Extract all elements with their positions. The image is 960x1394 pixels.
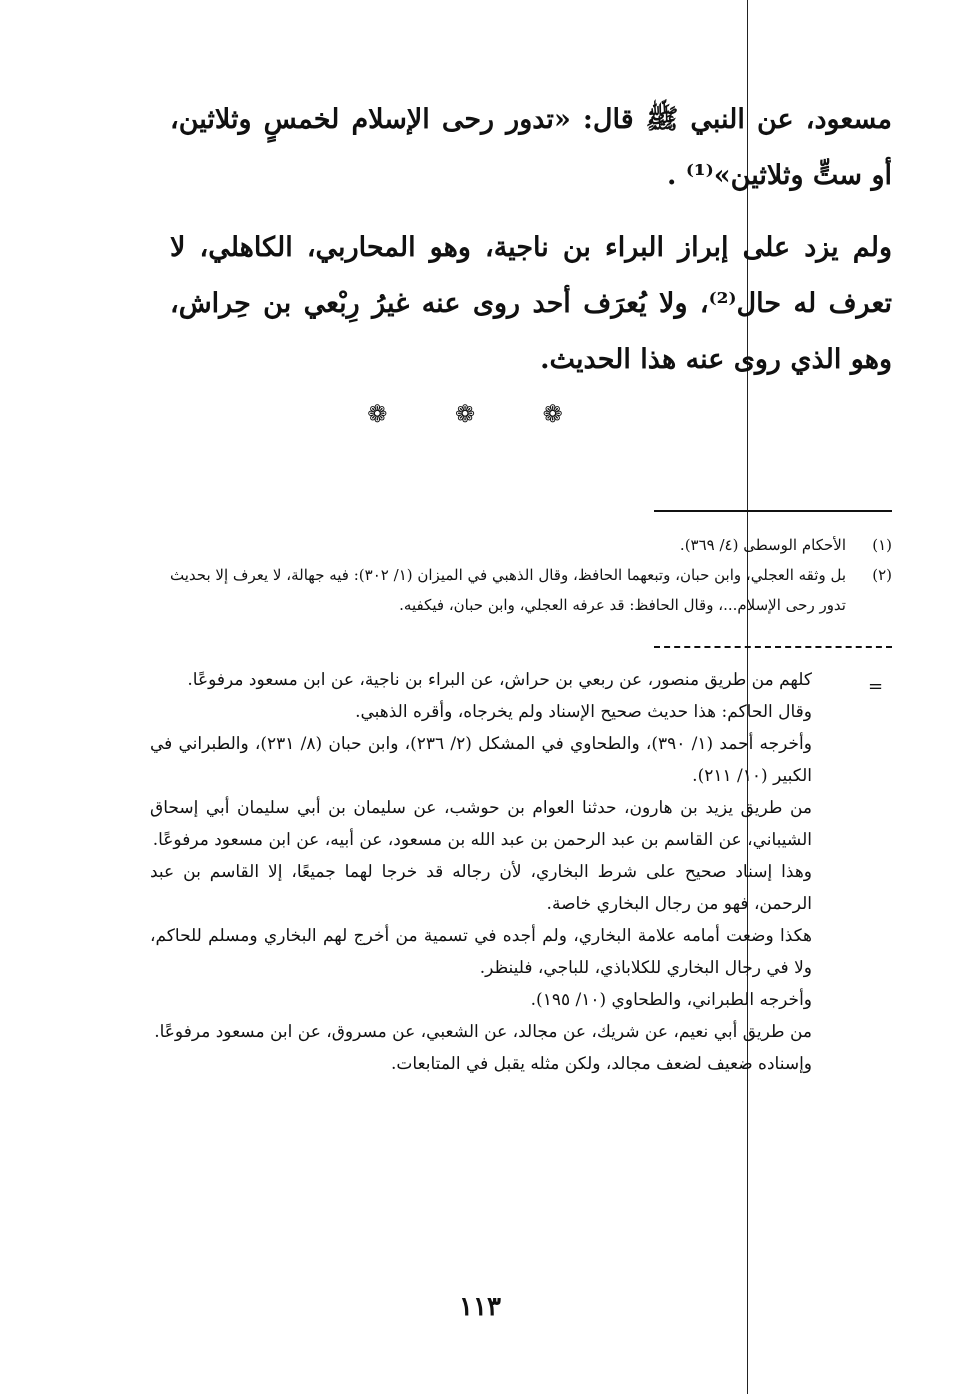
section-separator: ❁ ❁ ❁ xyxy=(367,400,593,428)
main-paragraph-1: مسعود، عن النبي ﷺ قال: «تدور رحى الإسلام لخمسٍ وثلاثين، أو ستٍّ وثلاثين»⁽¹⁾ . xyxy=(170,104,892,191)
footnote-text: الأحكام الوسطى (٤/ ٣٦٩). xyxy=(679,536,846,554)
page-number: ١١٣ xyxy=(459,1292,501,1322)
main-paragraph-2: ولم يزد على إبراز البراء بن ناجية، وهو المحاربي، الكاهلي، لا تعرف له حال⁽²⁾، ولا يُعرَف أحد روى عنه غيرُ رِبْعي بن حِراش، وهو الذي روى عنه هذا الحديث. xyxy=(170,232,892,375)
continued-line: وإسناده ضعيف لضعف مجالد، ولكن مثله يقبل في المتابعات. xyxy=(390,1054,812,1074)
continued-line: كلهم من طريق منصور، عن ربعي بن حراش، عن البراء بن ناجية، عن ابن مسعود مرفوعًا. xyxy=(187,670,812,690)
footnote-2 xyxy=(170,560,892,620)
continued-line: وقال الحاكم: هذا حديث صحيح الإسناد ولم يخرجاه، وأقره الذهبي. xyxy=(355,702,812,722)
footnote-text: بل وثقه العجلي، وابن حبان، وتبعهما الحافظ، وقال الذهبي في الميزان (١/ ٣٠٢): فيه جهالة، لا يعرف إلا بحديث تدور رحى الإسلام...، وقال الحافظ: قد عرفه العجلي، وابن حبان، فيكفيه. xyxy=(170,566,846,614)
continuation-dashed-rule xyxy=(654,646,892,648)
footnote-1 xyxy=(170,530,892,560)
continued-line: وأخرجه الطبراني، والطحاوي (١٠/ ١٩٥). xyxy=(530,990,812,1010)
continued-line: من طريق أبي نعيم، عن شريك، عن مجالد، عن الشعبي، عن مسروق، عن ابن مسعود مرفوعًا. xyxy=(154,1022,812,1042)
continuation-marker: = xyxy=(868,676,884,697)
continued-line: من طريق يزيد بن هارون، حدثنا العوام بن حوشب، عن سليمان بن أبي سليمان أبي إسحاق الشيباني، عن القاسم بن عبد الرحمن بن عبد الله بن مسعود، عن أبيه، عن ابن مسعود مرفوعًا. xyxy=(150,798,812,850)
continued-line: وأخرجه أحمد (١/ ٣٩٠)، والطحاوي في المشكل (٢/ ٢٣٦)، وابن حبان (٨/ ٢٣١)، والطبراني في الكبير (١٠/ ٢١١). xyxy=(150,734,812,786)
continued-line: هكذا وضعت أمامه علامة البخاري، ولم أجده في تسمية من أخرج لهم البخاري ومسلم للحاكم، ولا في رجال البخاري للكلاباذي، للباجي، فلينظر. xyxy=(150,926,812,978)
footnote-rule xyxy=(654,510,892,512)
footnote-number: (١) xyxy=(872,536,892,554)
footnote-number: (٢) xyxy=(872,566,892,584)
continued-line: وهذا إسناد صحيح على شرط البخاري، لأن رجاله قد خرجا لهما جميعًا، إلا القاسم بن عبد الرحمن، فهو من رجال البخاري خاصة. xyxy=(150,862,812,914)
main-text xyxy=(170,92,892,388)
continued-footnote xyxy=(150,664,812,1080)
